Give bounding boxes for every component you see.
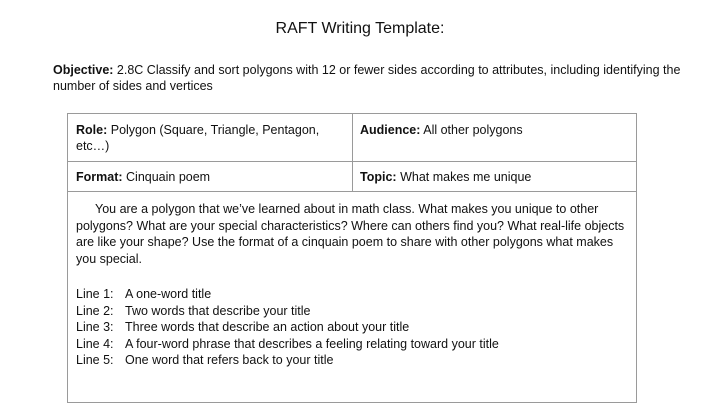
line-text: A four-word phrase that describes a feeling relating toward your title [125, 336, 499, 351]
line-text: Three words that describe an action about your title [125, 320, 410, 334]
role-value: Polygon (Square, Triangle, Pentagon, etc…) [76, 123, 320, 153]
audience-cell [353, 114, 636, 161]
line-item [76, 303, 630, 320]
raft-row-role-audience [68, 114, 636, 162]
role-cell [68, 114, 353, 161]
objective-label: Objective: [53, 63, 114, 77]
audience-label: Audience: [360, 123, 421, 137]
role-label: Role: [76, 123, 108, 137]
line-label: Line 4: [76, 336, 114, 351]
instructions-cell [68, 192, 636, 369]
topic-value: What makes me unique [400, 170, 532, 184]
format-cell [68, 162, 353, 191]
objective [53, 62, 683, 94]
raft-table [67, 113, 637, 403]
objective-text: 2.8C Classify and sort polygons with 12 or fewer sides according to attributes, including identifying the number of sides and vertices [53, 63, 681, 93]
line-item [76, 319, 630, 336]
line-text: One word that refers back to your title [125, 353, 334, 367]
format-label: Format: [76, 170, 123, 184]
page-title: RAFT Writing Template: [275, 20, 445, 37]
line-label: Line 5: [76, 353, 114, 367]
audience-value: All other polygons [423, 123, 523, 137]
prompt-paragraph: You are a polygon that we’ve learned about in math class. What makes you unique to other polygons? What are your special characteristics? Where can others find you? What real-life objects are like your shape? Use the format of a cinquain poem to share with other polygons what makes you special. [76, 202, 625, 266]
format-value: Cinquain poem [126, 170, 211, 184]
line-label: Line 1: [76, 287, 114, 301]
topic-cell [353, 162, 636, 191]
line-item [76, 352, 630, 369]
line-label: Line 2: [76, 303, 114, 318]
line-item [76, 336, 630, 353]
line-text: A one-word title [125, 287, 212, 301]
raft-row-format-topic [68, 162, 636, 192]
topic-label: Topic: [360, 170, 397, 184]
line-item [76, 286, 630, 303]
cinquain-lines [76, 286, 630, 369]
line-text: Two words that describe your title [125, 303, 311, 318]
line-label: Line 3: [76, 320, 114, 334]
